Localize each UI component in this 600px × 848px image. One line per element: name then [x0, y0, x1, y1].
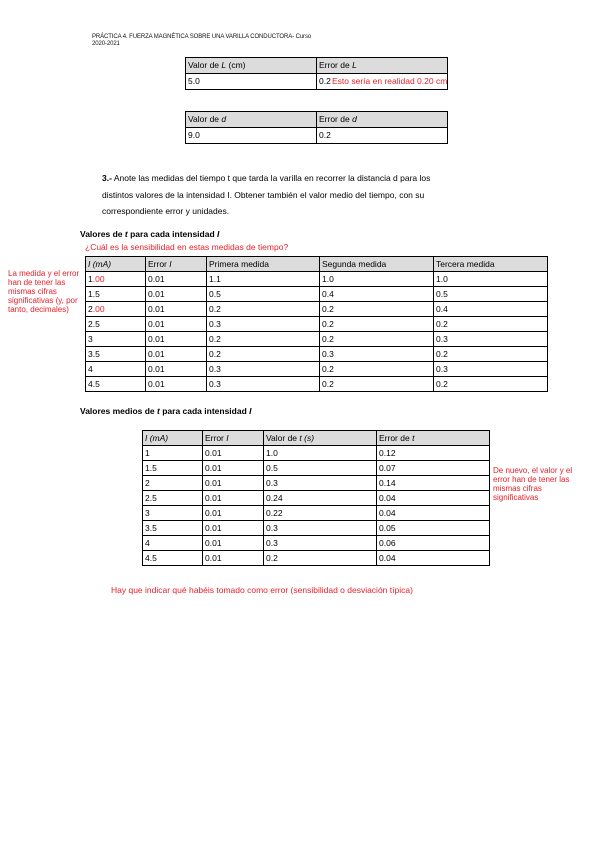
table-row [86, 362, 548, 377]
header-error-L: Error de L [317, 58, 448, 74]
cell-error-i: 0.01 [146, 347, 207, 362]
footer-note: Hay que indicar qué habéis tomado como error (sensibilidad o desviación típica) [111, 585, 413, 595]
cell-error-i: 0.01 [203, 461, 264, 476]
cell-t-value: 0.3 [264, 521, 377, 536]
table-measurements [85, 256, 548, 392]
cell-error-i: 0.01 [203, 491, 264, 506]
cell-second: 0.2 [320, 332, 434, 347]
cell-first: 0.2 [207, 347, 320, 362]
comment-L: Esto sería en realidad 0.20 cm [332, 76, 448, 86]
document-header [92, 34, 311, 47]
table-row [143, 461, 490, 476]
cell-third: 0.2 [434, 347, 548, 362]
cell-third: 0.3 [434, 362, 548, 377]
table-row [86, 332, 548, 347]
cell-t-value: 0.22 [264, 506, 377, 521]
cell-error-i: 0.01 [146, 272, 207, 287]
cell-second: 1.0 [320, 272, 434, 287]
intensity-value: 1 [88, 274, 93, 284]
cell-second: 0.4 [320, 287, 434, 302]
question-line-3: correspondiente error y unidades. [102, 206, 230, 216]
intensity-correction: .00 [92, 304, 105, 314]
intensity-value: 1.5 [88, 289, 100, 299]
cell-t-error: 0.14 [377, 476, 490, 491]
cell-t-value: 0.3 [264, 536, 377, 551]
cell-t-value: 0.3 [264, 476, 377, 491]
cell-intensity [86, 317, 146, 332]
col2-intensity: I (mA) [143, 431, 203, 446]
section1-title: Valores de t para cada intensidad I [80, 229, 220, 239]
cell-intensity: 1.5 [143, 461, 203, 476]
intensity-value: 3.5 [88, 349, 100, 359]
cell-t-error: 0.12 [377, 446, 490, 461]
cell-first: 0.3 [207, 362, 320, 377]
section1-question-note: ¿Cuál es la sensibilidad en estas medidas de tiempo? [85, 242, 289, 252]
mean-values-body [143, 446, 490, 566]
cell-second: 0.2 [320, 317, 434, 332]
error-d: 0.2 [317, 128, 448, 144]
table-row [86, 317, 548, 332]
table-row [86, 272, 548, 287]
cell-first: 0.5 [207, 287, 320, 302]
cell-intensity: 1 [143, 446, 203, 461]
cell-intensity [86, 377, 146, 392]
cell-intensity: 4 [143, 536, 203, 551]
cell-first: 0.3 [207, 377, 320, 392]
value-L: 5.0 [186, 74, 317, 90]
error-L: 0.2 [319, 76, 331, 86]
header-course-year: 2020-2021 [92, 40, 120, 47]
col-third: Tercera medida [434, 257, 548, 272]
table-distance-d [185, 111, 448, 144]
cell-first: 0.3 [207, 317, 320, 332]
cell-t-error: 0.07 [377, 461, 490, 476]
cell-error-i: 0.01 [203, 521, 264, 536]
cell-error-i: 0.01 [146, 377, 207, 392]
measurements-body [86, 272, 548, 392]
table-row [143, 551, 490, 566]
cell-error-i: 0.01 [146, 317, 207, 332]
cell-intensity: 3.5 [143, 521, 203, 536]
cell-second: 0.2 [320, 302, 434, 317]
question-number: 3.- [102, 173, 112, 183]
cell-intensity [86, 362, 146, 377]
col-first: Primera medida [207, 257, 320, 272]
cell-t-value: 0.24 [264, 491, 377, 506]
intensity-value: 3 [88, 334, 93, 344]
intensity-correction: .00 [92, 274, 105, 284]
cell-intensity [86, 302, 146, 317]
header-valor-L: Valor de L (cm) [186, 58, 317, 74]
table-row [86, 287, 548, 302]
cell-third: 1.0 [434, 272, 548, 287]
table-row [86, 302, 548, 317]
cell-error-i: 0.01 [203, 446, 264, 461]
cell-third: 0.5 [434, 287, 548, 302]
cell-intensity: 2 [143, 476, 203, 491]
cell-intensity: 4.5 [143, 551, 203, 566]
cell-t-error: 0.06 [377, 536, 490, 551]
cell-error-i: 0.01 [146, 302, 207, 317]
cell-t-error: 0.05 [377, 521, 490, 536]
cell-error-i: 0.01 [203, 536, 264, 551]
cell-intensity: 3 [143, 506, 203, 521]
cell-intensity [86, 347, 146, 362]
cell-t-error: 0.04 [377, 506, 490, 521]
cell-second: 0.2 [320, 362, 434, 377]
cell-intensity: 2.5 [143, 491, 203, 506]
cell-second: 0.2 [320, 377, 434, 392]
section2-title: Valores medios de t para cada intensidad I [80, 406, 252, 416]
cell-third: 0.2 [434, 377, 548, 392]
cell-intensity [86, 287, 146, 302]
cell-first: 0.2 [207, 332, 320, 347]
intensity-value: 4.5 [88, 379, 100, 389]
cell-t-value: 0.5 [264, 461, 377, 476]
cell-error-i: 0.01 [146, 287, 207, 302]
cell-second: 0.3 [320, 347, 434, 362]
intensity-value: 4 [88, 364, 93, 374]
col-error-i: Error I [146, 257, 207, 272]
cell-intensity [86, 332, 146, 347]
cell-intensity [86, 272, 146, 287]
col-intensity: I (mA) [86, 257, 146, 272]
cell-error-i: 0.01 [203, 476, 264, 491]
section1-side-note: La medida y el error han de tener las mismas cifras significativas (y, por tanto, decimales) [8, 269, 80, 314]
cell-first: 1.1 [207, 272, 320, 287]
col2-t-error: Error de t [377, 431, 490, 446]
cell-third: 0.4 [434, 302, 548, 317]
question-3 [102, 170, 502, 220]
table-row [86, 377, 548, 392]
question-line-1: Anote las medidas del tiempo t que tarda la varilla en recorrer la distancia d para los [111, 173, 431, 183]
table-row [143, 536, 490, 551]
table-row [143, 506, 490, 521]
cell-error-i: 0.01 [203, 506, 264, 521]
table-row [86, 347, 548, 362]
cell-third: 0.3 [434, 332, 548, 347]
table-row [143, 491, 490, 506]
col-second: Segunda medida [320, 257, 434, 272]
cell-t-error: 0.04 [377, 551, 490, 566]
value-d: 9.0 [186, 128, 317, 144]
intensity-value: 2 [88, 304, 93, 314]
cell-error-i: 0.01 [146, 332, 207, 347]
cell-t-value: 1.0 [264, 446, 377, 461]
table-row [143, 521, 490, 536]
col2-t-value: Valor de t (s) [264, 431, 377, 446]
table-row [143, 446, 490, 461]
header-title: PRÁCTICA 4. FUERZA MAGNÉTICA SOBRE UNA VARILLA CONDUCTORA- Curso [92, 34, 312, 40]
header-valor-d: Valor de d [186, 112, 317, 128]
cell-third: 0.2 [434, 317, 548, 332]
section2-side-note: De nuevo, el valor y el error han de tener las mismas cifras significativas [493, 466, 573, 502]
cell-t-value: 0.2 [264, 551, 377, 566]
cell-first: 0.2 [207, 302, 320, 317]
question-line-2: distintos valores de la intensidad I. Obtener también el valor medio del tiempo, con su [102, 189, 425, 200]
cell-t-error: 0.04 [377, 491, 490, 506]
table-row [143, 476, 490, 491]
cell-error-i: 0.01 [203, 551, 264, 566]
table-mean-values [142, 430, 490, 566]
cell-error-i: 0.01 [146, 362, 207, 377]
col2-error-i: Error I [203, 431, 264, 446]
header-error-d: Error de d [317, 112, 448, 128]
intensity-value: 2.5 [88, 319, 100, 329]
